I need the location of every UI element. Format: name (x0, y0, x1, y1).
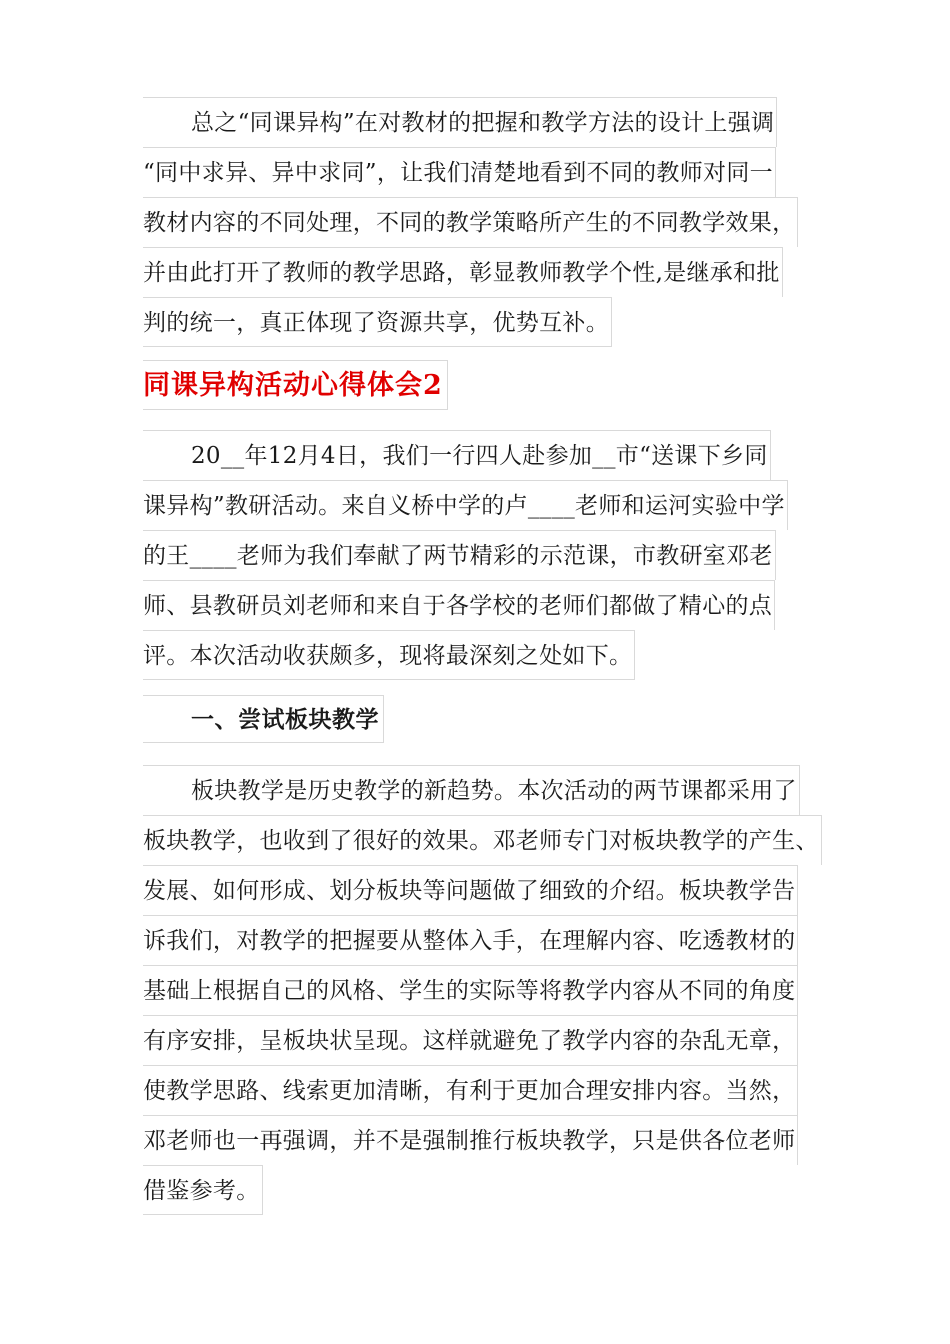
paragraph-line: 并由此打开了教师的教学思路，彰显教师教学个性,是继承和批 (143, 247, 783, 297)
paragraph-line: 课异构”教研活动。来自义桥中学的卢____老师和运河实验中学 (143, 480, 788, 530)
paragraph-line: 板块教学，也收到了很好的效果。邓老师专门对板块教学的产生、 (143, 815, 822, 865)
paragraph-line: 使教学思路、线索更加清晰，有利于更加合理安排内容。当然， (143, 1065, 798, 1115)
paragraph-line: 诉我们，对教学的把握要从整体入手，在理解内容、吃透教材的 (143, 915, 798, 965)
paragraph-line: 板块教学是历史教学的新趋势。本次活动的两节课都采用了 (143, 765, 800, 815)
paragraph-line: 师、县教研员刘老师和来自于各学校的老师们都做了精心的点 (143, 580, 775, 630)
paragraph-block-teaching (143, 765, 822, 1215)
paragraph-line: 基础上根据自己的风格、学生的实际等将教学内容从不同的角度 (143, 965, 798, 1015)
paragraph-line: 评。本次活动收获颇多，现将最深刻之处如下。 (143, 630, 635, 680)
paragraph-line: 发展、如何形成、划分板块等问题做了细致的介绍。板块教学告 (143, 865, 798, 915)
paragraph-line: 教材内容的不同处理，不同的教学策略所产生的不同教学效果， (143, 197, 798, 247)
section-heading: 同课异构活动心得体会2 (143, 360, 448, 410)
paragraph-line: 判的统一，真正体现了资源共享，优势互补。 (143, 297, 612, 347)
paragraph-line: 借鉴参考。 (143, 1165, 263, 1215)
paragraph-line: 有序安排，呈板块状呈现。这样就避免了教学内容的杂乱无章， (143, 1015, 798, 1065)
paragraph-intro (143, 430, 788, 680)
paragraph-line: 的王____老师为我们奉献了两节精彩的示范课，市教研室邓老 (143, 530, 776, 580)
paragraph-line: 邓老师也一再强调，并不是强制推行板块教学，只是供各位老师 (143, 1115, 798, 1165)
paragraph-line: 20__年12月4日，我们一行四人赴参加__市“送课下乡同 (143, 430, 771, 480)
subsection-heading: 一、尝试板块教学 (143, 695, 384, 743)
paragraph-line: 总之“同课异构”在对教材的把握和教学方法的设计上强调 (143, 97, 777, 147)
paragraph-summary (143, 97, 798, 347)
paragraph-line: “同中求异、异中求同”，让我们清楚地看到不同的教师对同一 (143, 147, 776, 197)
